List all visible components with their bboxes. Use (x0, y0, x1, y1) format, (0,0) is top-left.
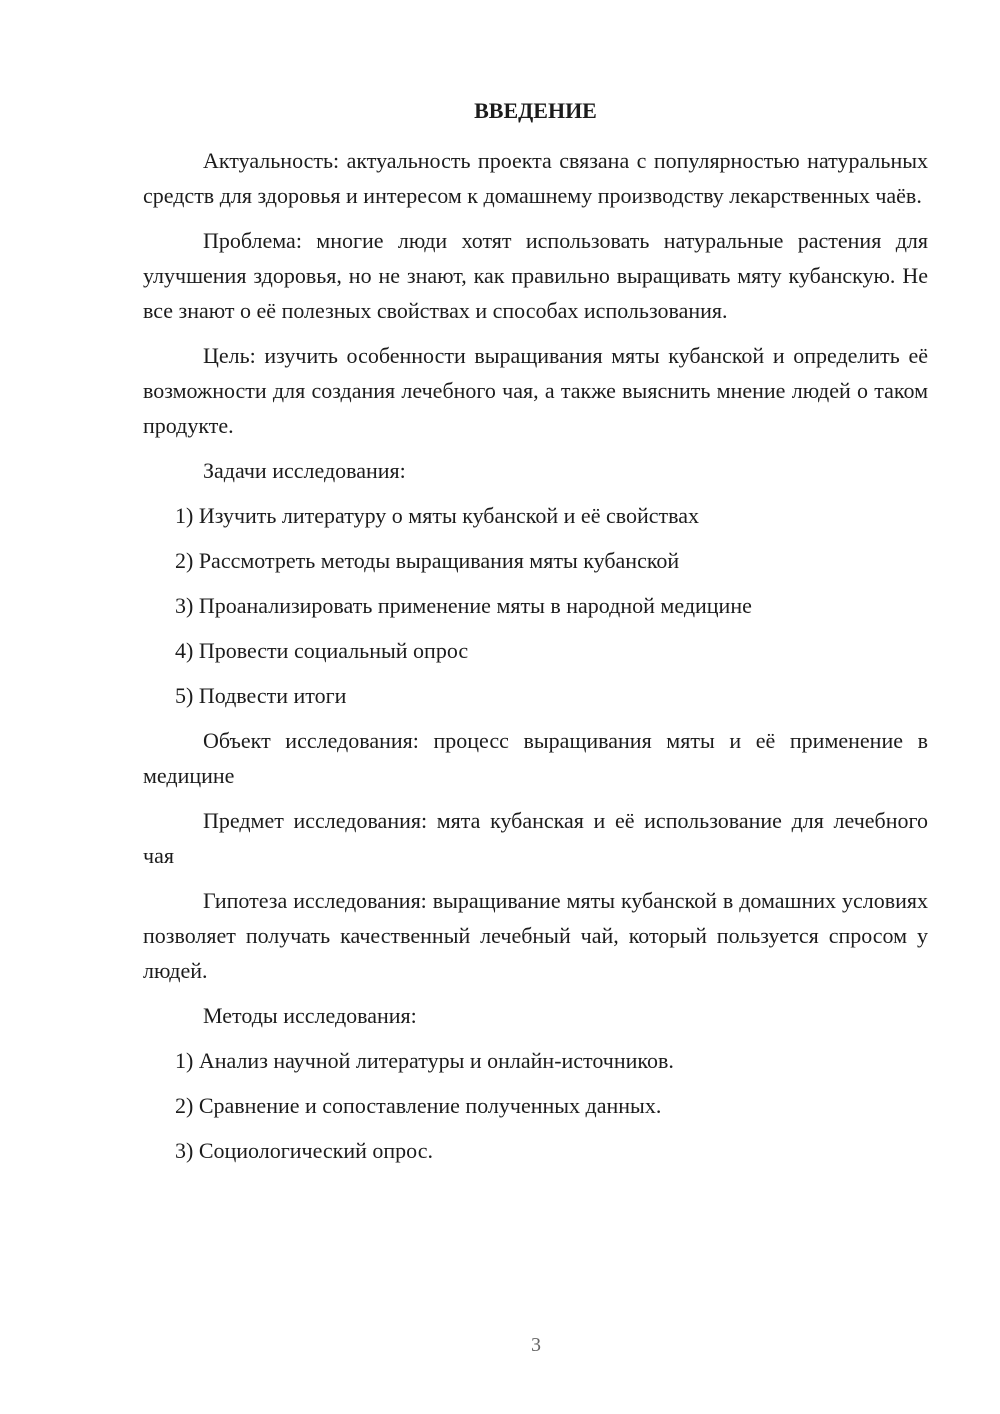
list-item: 3) Социологический опрос. (175, 1138, 433, 1163)
list-item: 1) Изучить литературу о мяты кубанской и её свойствах (175, 503, 699, 528)
methods-list (143, 1043, 928, 1168)
tasks-list (143, 498, 928, 713)
paragraph-problem: Проблема: многие люди хотят использовать натуральные растения для улучшения здоровья, но не знают, как правильно выращивать мяту кубанскую. Не все знают о её полезных свойствах и способах использования. (143, 228, 928, 323)
paragraph-subject: Предмет исследования: мята кубанская и её использование для лечебного чая (143, 808, 928, 868)
tasks-title: Задачи исследования: (203, 458, 406, 483)
body-text (143, 143, 928, 1178)
paragraph-hypothesis: Гипотеза исследования: выращивание мяты кубанской в домашних условиях позволяет получать качественный лечебный чай, который пользуется спросом у людей. (143, 888, 928, 983)
list-item: 5) Подвести итоги (175, 683, 347, 708)
methods-title: Методы исследования: (203, 1003, 417, 1028)
list-item: 2) Рассмотреть методы выращивания мяты кубанской (175, 548, 680, 573)
paragraph-relevance: Актуальность: актуальность проекта связана с популярностью натуральных средств для здоровья и интересом к домашнему производству лекарственных чаёв. (143, 148, 928, 208)
list-item: 2) Сравнение и сопоставление полученных данных. (175, 1093, 662, 1118)
list-item: 1) Анализ научной литературы и онлайн-источников. (175, 1048, 674, 1073)
list-item: 4) Провести социальный опрос (175, 638, 469, 663)
section-heading: ВВЕДЕНИЕ (474, 98, 597, 123)
paragraph-goal: Цель: изучить особенности выращивания мяты кубанской и определить её возможности для создания лечебного чая, а также выяснить мнение людей о таком продукте. (143, 343, 928, 438)
list-item: 3) Проанализировать применение мяты в народной медицине (175, 593, 752, 618)
page-number: 3 (531, 1334, 541, 1356)
paragraph-object: Объект исследования: процесс выращивания мяты и её применение в медицине (143, 728, 928, 788)
